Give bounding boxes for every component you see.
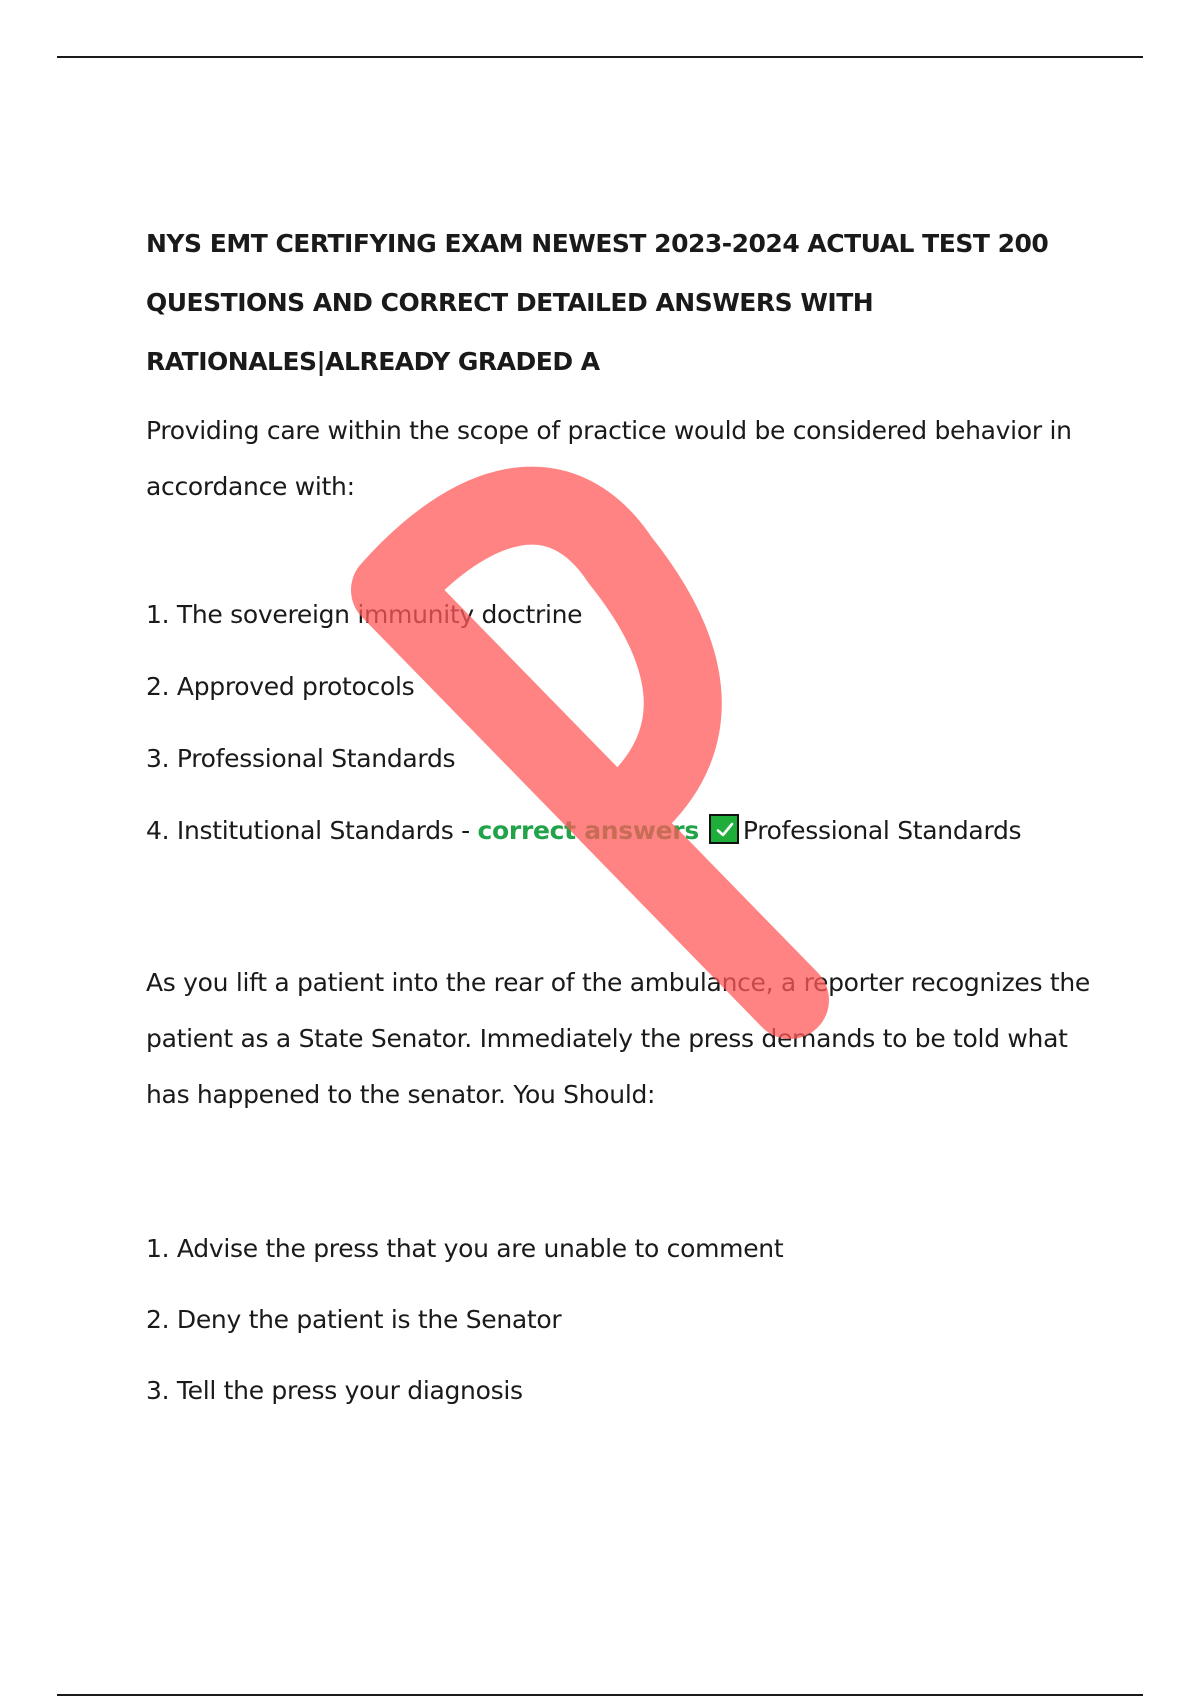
title-line: NYS EMT CERTIFYING EXAM NEWEST 2023-2024 ACTUAL TEST 200 — [146, 229, 1049, 258]
question-line: As you lift a patient into the rear of the ambulance, a reporter recognizes the — [146, 968, 1090, 997]
option-item-with-answer — [146, 813, 1106, 849]
option-item: 1. Advise the press that you are unable to comment — [146, 1234, 784, 1263]
document-title — [146, 214, 1106, 391]
check-mark-icon — [709, 814, 739, 844]
option-item: 1. The sovereign immunity doctrine — [146, 600, 583, 629]
correct-answer-text: Professional Standards — [742, 816, 1022, 845]
option-item: 3. Tell the press your diagnosis — [146, 1376, 523, 1405]
question-line: Providing care within the scope of practice would be considered behavior in — [146, 416, 1072, 445]
question-2 — [146, 955, 1106, 1409]
bottom-rule — [57, 1694, 1143, 1696]
answer-options — [146, 597, 1106, 849]
answer-options — [146, 1231, 1106, 1409]
title-line: RATIONALES|ALREADY GRADED A — [146, 347, 600, 376]
question-text — [146, 955, 1106, 1123]
question-1 — [146, 403, 1106, 849]
question-line: patient as a State Senator. Immediately the press demands to be told what — [146, 1024, 1068, 1053]
question-line: has happened to the senator. You Should: — [146, 1080, 656, 1109]
option-text: 4. Institutional Standards - — [146, 816, 478, 845]
correct-answers-label: correct answers — [477, 816, 699, 845]
top-rule — [57, 56, 1143, 58]
title-line: QUESTIONS AND CORRECT DETAILED ANSWERS WITH — [146, 288, 874, 317]
option-item: 2. Approved protocols — [146, 672, 415, 701]
question-line: accordance with: — [146, 472, 355, 501]
document-body — [146, 214, 1106, 1444]
question-text — [146, 403, 1106, 515]
option-item: 2. Deny the patient is the Senator — [146, 1305, 562, 1334]
option-item: 3. Professional Standards — [146, 744, 456, 773]
